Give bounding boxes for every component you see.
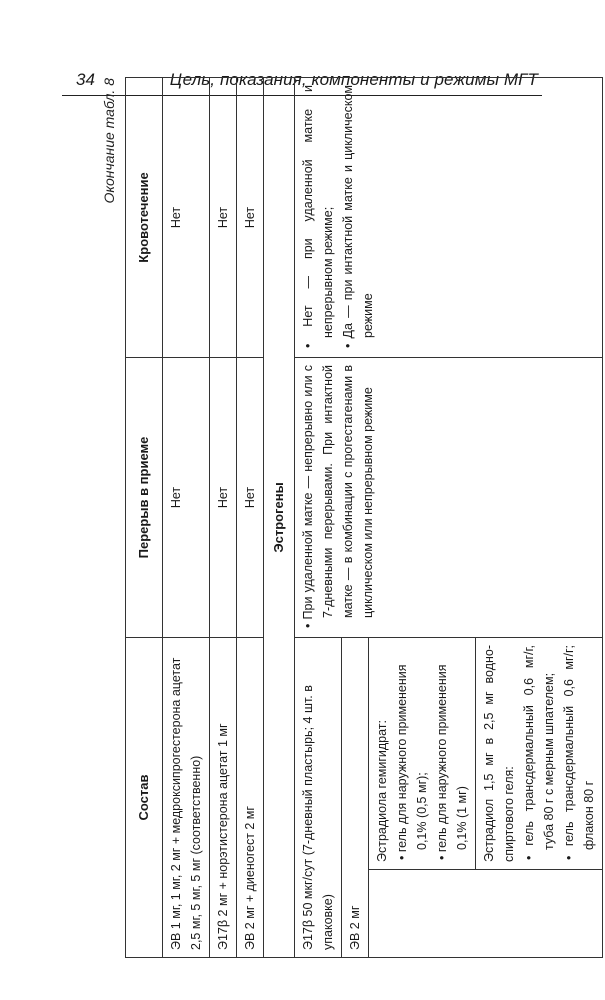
col-header-pause: Перерыв в приеме <box>126 357 163 637</box>
table-row <box>237 77 264 957</box>
col-header-composition: Состав <box>126 637 163 957</box>
bleeding-cell: Нет <box>237 77 264 357</box>
gel-item: • гель для наружного применения 0,1% (0,5 мг); <box>392 645 432 862</box>
table-row <box>295 77 342 957</box>
table-8 <box>125 77 603 958</box>
composition-cell: Э17β 50 мкг/сут (7-дневный пластырь; 4 шт. в упаковке) <box>295 637 342 957</box>
estradiol-item: • гель трансдермальный 0,6 мг/г, туба 80 г с мерным шпателем; <box>519 645 559 862</box>
composition-cell: ЭВ 1 мг, 1 мг, 2 мг + медроксипрогестерона ацетат 2,5 мг, 5 мг, 5 мг (соответственно) <box>163 637 210 957</box>
rotated-table-block <box>101 78 596 958</box>
composition-cell: ЭВ 2 мг + диеногест 2 мг <box>237 637 264 957</box>
section-row <box>264 77 295 957</box>
bleeding-cell: Нет <box>210 77 237 357</box>
composition-cell <box>476 637 603 869</box>
page-number: 34 <box>76 70 95 89</box>
bleeding-cell: Нет <box>163 77 210 357</box>
section-title: Эстрогены <box>264 77 295 957</box>
gel-item: • гель для наружного применения 0,1% (1 мг) <box>432 645 472 862</box>
estrogen-bleeding-cell <box>295 77 603 357</box>
estradiol-title: Эстрадиол 1,5 мг в 2,5 мг водно-спиртового геля: <box>482 644 516 862</box>
composition-cell: Э17β 2 мг + норэтистерона ацетат 1 мг <box>210 637 237 957</box>
pause-cell: Нет <box>163 357 210 637</box>
estrogen-pause-text: • При удаленной матке — непрерывно или с 7-дневными перерывами. При интактной матке — в комбинации с прогестагенами в циклическом или непрерывном режиме <box>298 365 378 630</box>
estrogen-pause-cell <box>295 357 603 637</box>
pause-cell: Нет <box>237 357 264 637</box>
table-row <box>163 77 210 957</box>
empty-side-cell <box>369 870 603 958</box>
table-row <box>210 77 237 957</box>
estradiol-item: • гель трансдермальный 0,6 мг/г; флакон 80 г <box>559 645 599 862</box>
table-header-row <box>126 77 163 957</box>
composition-cell <box>369 637 476 869</box>
chapter-title: Цель, показания, компоненты и режимы МГТ <box>169 70 538 89</box>
gel-title: Эстрадиола гемигидрат: <box>375 719 389 862</box>
bleeding-item: • Да — при интактной матке и циклическом режиме <box>338 85 378 350</box>
pause-cell: Нет <box>210 357 237 637</box>
composition-cell: ЭВ 2 мг <box>342 637 369 957</box>
col-header-bleeding: Кровотечение <box>126 77 163 357</box>
table-caption: Окончание табл. 8 <box>101 78 117 204</box>
bleeding-item: • Нет — при удаленной матке и непрерывном режиме; <box>298 85 338 350</box>
